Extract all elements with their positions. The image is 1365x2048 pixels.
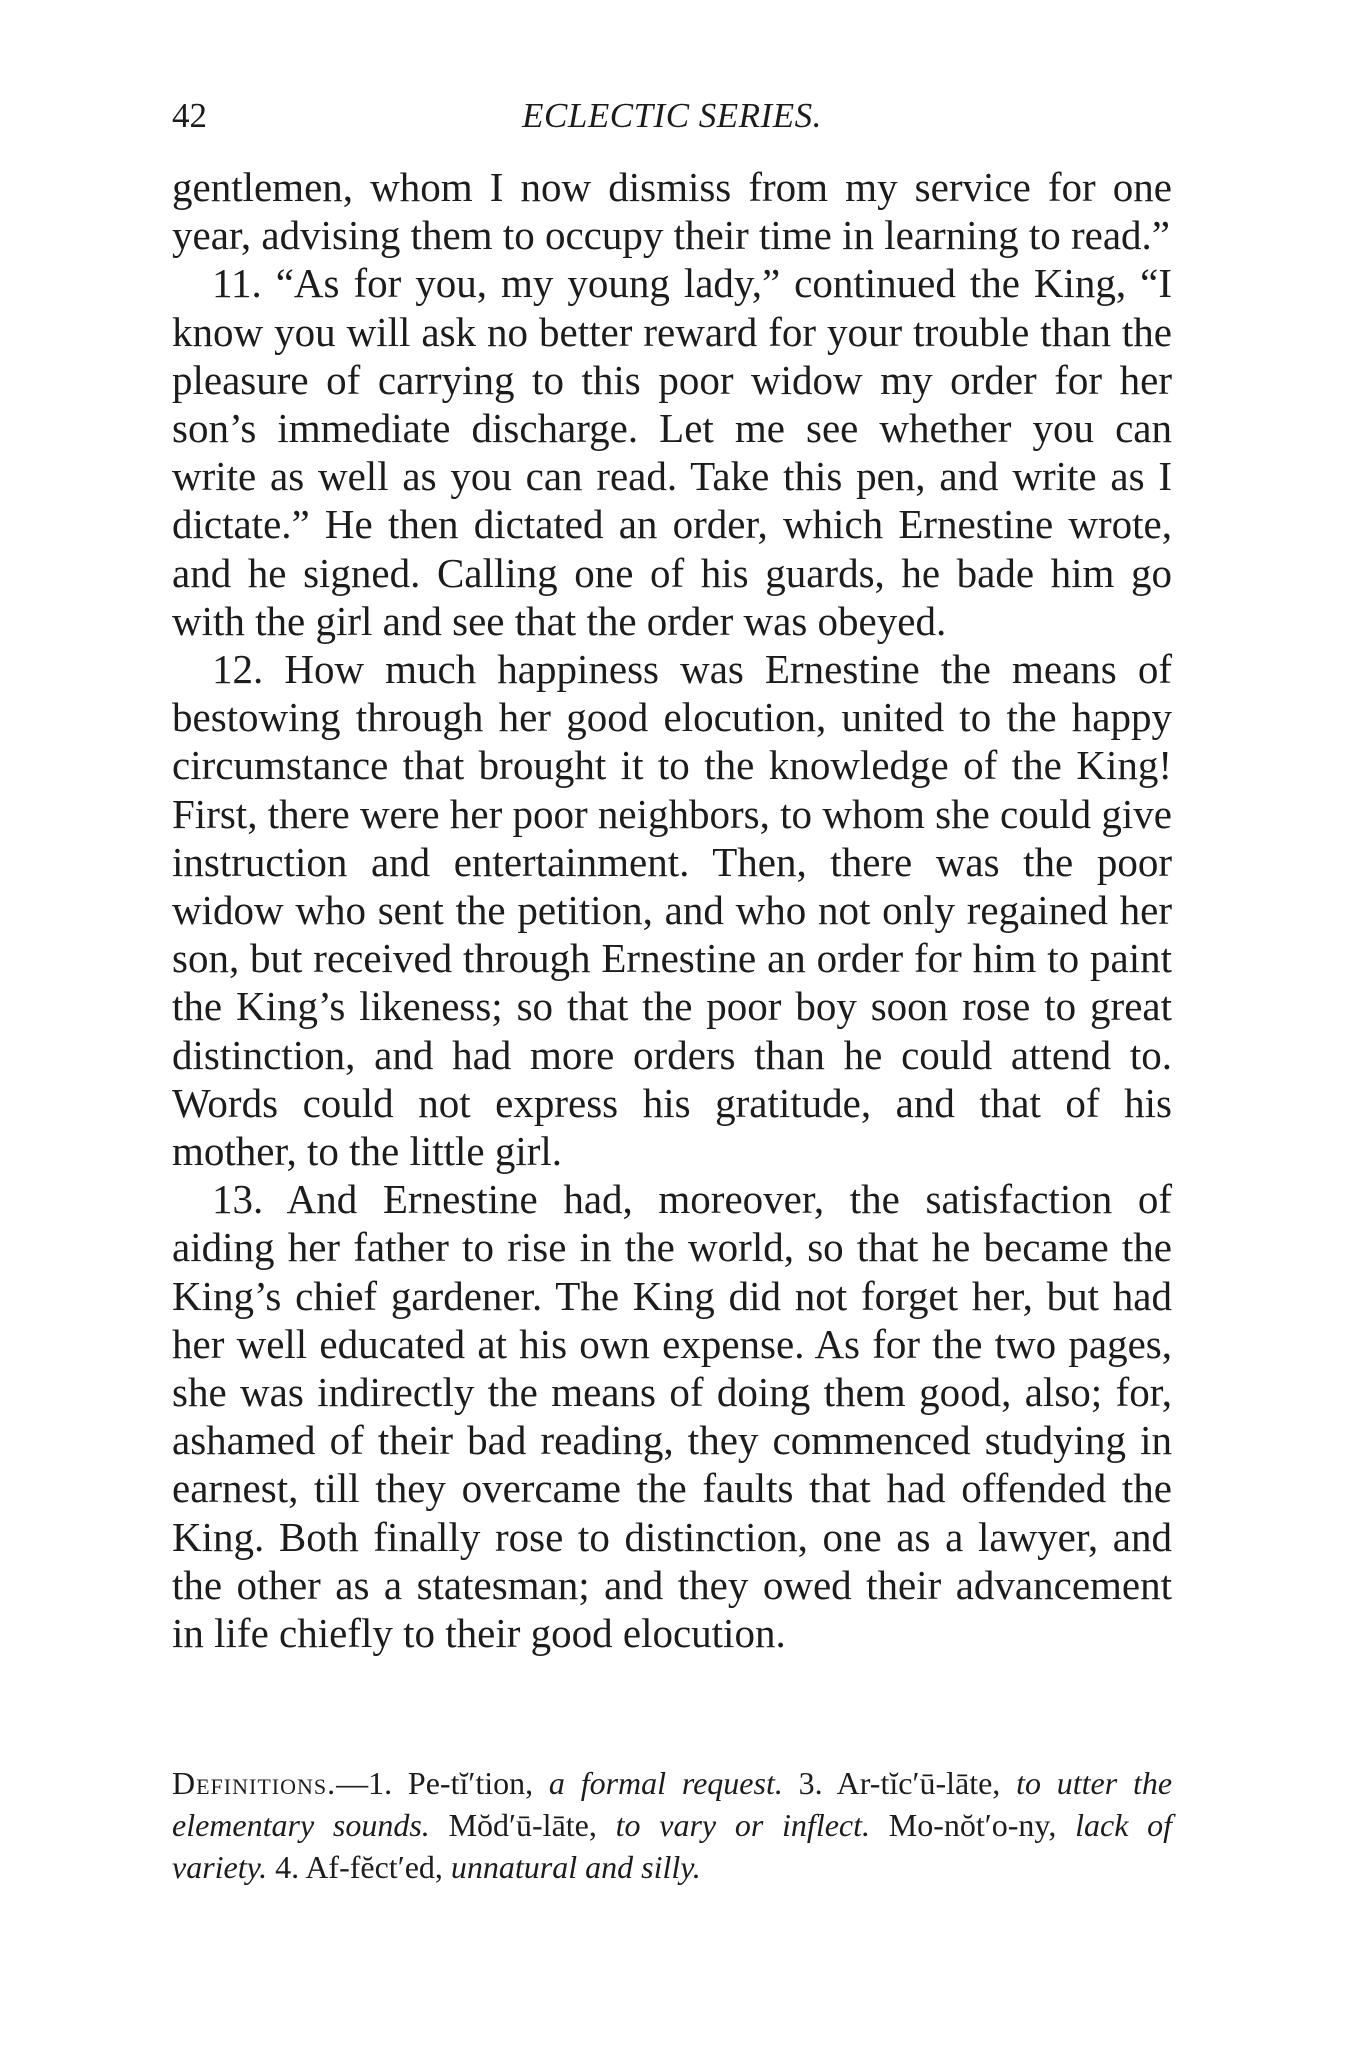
- definition-term: Mŏd′ū-lāte,: [448, 1807, 616, 1843]
- running-title: ECLECTIC SERIES.: [522, 96, 822, 135]
- definition-number: [430, 1807, 449, 1843]
- definition-term: Ar-tĭc′ū-lāte,: [836, 1765, 1017, 1801]
- definition-meaning: lack of variety.: [172, 1807, 1173, 1885]
- definition-number: [870, 1807, 889, 1843]
- paragraph-continuation: gentlemen, whom I now dismiss from my service for one year, advising them to occupy their time in learning to read.”: [172, 164, 1172, 259]
- definition-term: Af-fĕct′ed,: [305, 1849, 451, 1885]
- definition-number: 3.: [782, 1765, 837, 1801]
- definition-term: Mo-nŏt′o-ny,: [888, 1807, 1076, 1843]
- definition-meaning: a formal request.: [548, 1765, 783, 1801]
- definition-number: —1.: [336, 1765, 408, 1801]
- page-header: [172, 96, 1172, 146]
- definition-meaning: unnatural and silly.: [450, 1849, 701, 1885]
- body-text: [172, 163, 1172, 1657]
- page-number: 42: [172, 96, 207, 135]
- definition-number: 4.: [267, 1849, 306, 1885]
- definitions-lead: Definitions.: [172, 1765, 337, 1801]
- paragraph-12: 12. How much happiness was Ernestine the means of bestowing through her good elocution, united to the happy circumstance that brought it to the knowledge of the King! First, there were her poor neighbors, to whom she could give instruction and entertainment. Then, there was the poor widow who sent the petition, and who not only regained her son, but received through Ernestine an order for him to paint the King’s likeness; so that the poor boy soon rose to great distinction, and had more orders than he could attend to. Words could not express his gratitude, and that of his mother, to the little girl.: [172, 646, 1172, 1175]
- definition-meaning: to vary or inflect.: [615, 1807, 871, 1843]
- definition-term: Pe-tĭ′tion,: [407, 1765, 549, 1801]
- paragraph-13: 13. And Ernestine had, moreover, the satisfaction of aiding her father to rise in the world, so that he became the King’s chief gardener. The King did not forget her, but had her well educated at his own expense. As for the two pages, she was indirectly the means of doing them good, also; for, ashamed of their bad reading, they commenced studying in earnest, till they overcame the faults that had offended the King. Both finally rose to distinction, one as a lawyer, and the other as a statesman; and they owed their advancement in life chiefly to their good elocution.: [172, 1176, 1172, 1657]
- definition-meaning: to utter the elementary sounds.: [172, 1765, 1173, 1843]
- paragraph-11: 11. “As for you, my young lady,” continued the King, “I know you will ask no better reward for your trouble than the pleasure of carrying to this poor widow my order for her son’s immediate discharge. Let me see whether you can write as well as you can read. Take this pen, and write as I dictate.” He then dictated an order, which Ernestine wrote, and he signed. Calling one of his guards, he bade him go with the girl and see that the order was obeyed.: [172, 260, 1172, 644]
- definitions-block: [172, 1762, 1172, 1888]
